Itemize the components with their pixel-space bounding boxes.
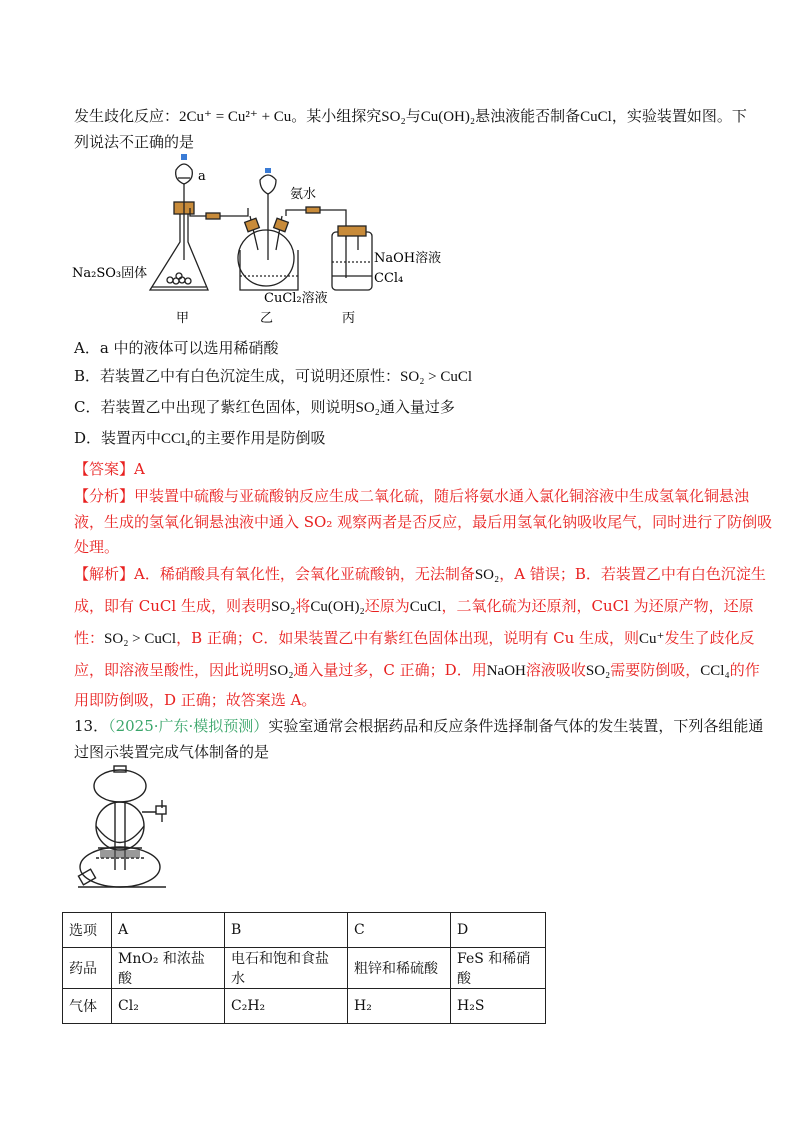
table-row xyxy=(63,913,546,948)
explanation-line-2 xyxy=(74,596,754,617)
so2-formula: SO₂ xyxy=(381,109,406,125)
answer-label: 【答案】A xyxy=(74,460,145,478)
table-cell: H₂ xyxy=(348,989,451,1024)
option-c-so2: SO₂ xyxy=(355,400,380,416)
option-d xyxy=(74,428,325,449)
table-cell: 气体 xyxy=(63,989,112,1024)
explanation-text: 溶液吸收 xyxy=(525,661,586,679)
dropping-funnel-ammonia xyxy=(260,175,276,194)
label-a: a xyxy=(198,169,206,184)
label-ammonia: 氨水 xyxy=(290,187,317,202)
table-cell: H₂S xyxy=(451,989,546,1024)
kipp-apparatus-diagram xyxy=(70,764,200,894)
label-bing: 丙 xyxy=(342,311,356,326)
option-a: A．a 中的液体可以选用稀硝酸 xyxy=(74,339,279,357)
option-b-text: B．若装置乙中有白色沉淀生成，可说明还原性： xyxy=(74,367,401,385)
explanation-text: ，二氧化硫为还原剂，CuCl 为还原产物，还原 xyxy=(441,597,754,615)
option-c-text-2: 通入量过多 xyxy=(379,398,455,416)
explanation-line-5: 用即防倒吸，D 正确；故答案选 A。 xyxy=(74,691,317,709)
explanation-line-1 xyxy=(74,564,766,585)
explanation-so2: SO₂ xyxy=(269,663,294,679)
q13-line-1 xyxy=(74,716,763,736)
explanation-text: 发生了歧化反 xyxy=(664,629,755,647)
explanation-so2: SO₂ xyxy=(270,599,296,615)
bottle-bing xyxy=(332,232,372,290)
table-cell: C₂H₂ xyxy=(225,989,348,1024)
analysis-line-2: 液，生成的氢氧化铜悬浊液中通入 SO₂ 观察两者是否反应，最后用氢氧化钠吸收尾气，同时进行了防倒吸 xyxy=(74,513,773,531)
option-b xyxy=(74,366,472,387)
explanation-ccl4: CCl₄ xyxy=(700,663,730,679)
explanation-cu-ion: Cu⁺ xyxy=(639,631,665,647)
label-na2so3: Na₂SO₃固体 xyxy=(72,266,148,281)
table-cell: 电石和饱和食盐水 xyxy=(225,948,348,989)
explanation-text: 成，即有 CuCl 生成，则表明 xyxy=(74,597,271,615)
intro-text-1: 发生歧化反应： xyxy=(74,107,180,125)
explanation-text: 性： xyxy=(74,629,105,647)
explanation-cucl: CuCl xyxy=(409,599,442,615)
table-cell: MnO₂ 和浓盐酸 xyxy=(112,948,225,989)
explanation-formula: SO₂ > CuCl xyxy=(104,631,177,647)
table-cell: C xyxy=(348,913,451,948)
explanation-so2: SO₂ xyxy=(585,663,611,679)
table-row xyxy=(63,948,546,989)
option-d-text-2: 的主要作用是防倒吸 xyxy=(190,429,326,447)
explanation-line-3 xyxy=(74,628,754,649)
analysis-line-1: 【分析】甲装置中硫酸与亚硫酸钠反应生成二氧化硫，随后将氨水通入氯化铜溶液中生成氢氧化铜悬浊 xyxy=(74,487,750,505)
table-row xyxy=(63,989,546,1024)
cucl-formula: CuCl xyxy=(580,109,612,125)
table-cell: Cl₂ xyxy=(112,989,225,1024)
table-cell: 药品 xyxy=(63,948,112,989)
label-ccl4: CCl₄ xyxy=(374,271,404,286)
cuoh2-formula: Cu(OH)₂ xyxy=(420,109,476,125)
dropping-funnel-a xyxy=(176,164,193,184)
q13-source: （2025·广东·模拟预测） xyxy=(108,717,269,735)
apparatus-diagram-1 xyxy=(70,150,470,330)
flask-yi xyxy=(238,230,294,286)
explanation-cuoh2: Cu(OH)₂ xyxy=(310,599,365,615)
q13-line-2: 过图示装置完成气体制备的是 xyxy=(74,743,270,761)
table-cell: B xyxy=(225,913,348,948)
explanation-text: 【解析】A．稀硝酸具有氧化性，会氧化亚硫酸钠，无法制备 xyxy=(74,565,475,583)
table-cell: 粗锌和稀硫酸 xyxy=(348,948,451,989)
explanation-text: 还原为 xyxy=(364,597,410,615)
explanation-text: 将 xyxy=(295,597,311,615)
intro-text-5: ，实验装置如图。下 xyxy=(611,107,747,125)
explanation-text: ，B 正确；C．如果装置乙中有紫红色固体出现，说明有 Cu 生成，则 xyxy=(176,629,640,647)
option-c xyxy=(74,397,455,418)
explanation-line-4 xyxy=(74,660,760,681)
explanation-so2: SO₂ xyxy=(474,567,500,583)
explanation-naoh: NaOH xyxy=(486,663,526,679)
option-d-ccl4: CCl₄ xyxy=(161,431,191,447)
intro-text-4: 悬浊液能否制备 xyxy=(475,107,581,125)
explanation-text: 的作 xyxy=(729,661,760,679)
option-c-text-1: C．若装置乙中出现了紫红色固体，则说明 xyxy=(74,398,356,416)
explanation-text: ，A 错误；B．若装置乙中有白色沉淀生 xyxy=(499,565,766,583)
label-yi: 乙 xyxy=(260,311,274,326)
intro-line-2: 列说法不正确的是 xyxy=(74,133,195,151)
label-jia: 甲 xyxy=(176,311,190,326)
label-naoh: NaOH溶液 xyxy=(374,251,442,266)
q13-text-1: 实验室通常会根据药品和反应条件选择制备气体的发生装置，下列各组能通 xyxy=(268,717,764,735)
table-cell: D xyxy=(451,913,546,948)
option-b-formula: SO₂ > CuCl xyxy=(400,369,473,385)
intro-text-2: 。某小组探究 xyxy=(291,107,382,125)
explanation-text: 需要防倒吸， xyxy=(610,661,701,679)
table-cell: A xyxy=(112,913,225,948)
options-table xyxy=(62,912,546,1024)
disproportionation-equation: 2Cu⁺ = Cu²⁺ + Cu xyxy=(179,109,292,125)
explanation-text: 应，即溶液呈酸性，因此说明 xyxy=(74,661,270,679)
table-cell: FeS 和稀硝酸 xyxy=(451,948,546,989)
table-cell: 选项 xyxy=(63,913,112,948)
intro-line-1 xyxy=(74,106,747,127)
analysis-line-3: 处理。 xyxy=(74,538,120,556)
option-d-text-1: D．装置丙中 xyxy=(74,429,162,447)
label-cucl2: CuCl₂溶液 xyxy=(264,291,328,306)
explanation-text: 通入量过多，C 正确；D．用 xyxy=(293,661,487,679)
intro-text-3: 与 xyxy=(405,107,421,125)
q13-number: 13． xyxy=(74,717,109,735)
